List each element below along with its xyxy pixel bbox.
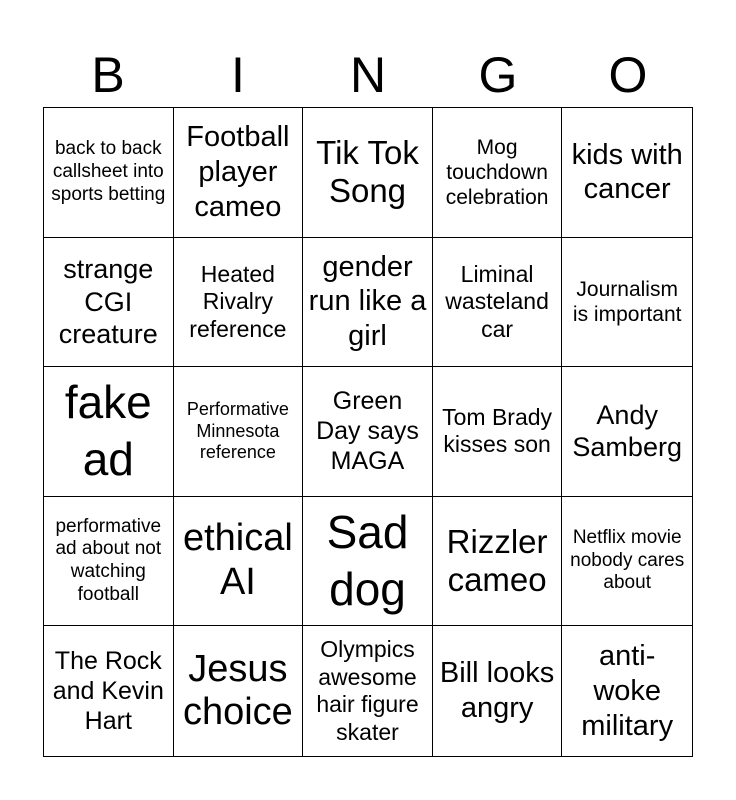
bingo-cell[interactable]: Sad dog [303, 497, 433, 627]
bingo-cell[interactable]: Green Day says MAGA [303, 367, 433, 497]
bingo-cell[interactable]: Jesus choice [174, 626, 304, 756]
bingo-cell[interactable]: performative ad about not watching football [44, 497, 174, 627]
bingo-cell[interactable]: kids with cancer [562, 108, 692, 238]
bingo-cell[interactable]: Football player cameo [174, 108, 304, 238]
bingo-cell[interactable]: Heated Rivalry reference [174, 238, 304, 368]
bingo-grid [43, 107, 693, 757]
bingo-cell[interactable]: ethical AI [174, 497, 304, 627]
bingo-cell[interactable]: Tom Brady kisses son [433, 367, 563, 497]
bingo-cell[interactable]: Bill looks angry [433, 626, 563, 756]
bingo-cell[interactable]: Netflix movie nobody cares about [562, 497, 692, 627]
bingo-cell[interactable]: The Rock and Kevin Hart [44, 626, 174, 756]
bingo-cell[interactable]: back to back callsheet into sports betting [44, 108, 174, 238]
bingo-cell[interactable]: Mog touchdown celebration [433, 108, 563, 238]
bingo-cell[interactable]: Andy Samberg [562, 367, 692, 497]
header-letter-b: B [91, 47, 125, 103]
bingo-header [43, 44, 693, 106]
bingo-cell[interactable]: Olympics awesome hair figure skater [303, 626, 433, 756]
bingo-cell[interactable]: Rizzler cameo [433, 497, 563, 627]
bingo-cell[interactable]: anti-woke military [581, 640, 674, 742]
bingo-cell[interactable]: gender run like a girl [303, 238, 433, 368]
bingo-cell[interactable]: strange CGI creature [44, 238, 174, 368]
bingo-cell[interactable]: Tik Tok Song [303, 108, 433, 238]
header-letter-n: N [349, 47, 387, 103]
bingo-cell[interactable]: Performative Minnesota reference [174, 367, 304, 497]
bingo-cell[interactable]: Journalism is important [562, 238, 692, 368]
bingo-cell[interactable]: fake ad [44, 367, 174, 497]
header-letter-i: I [231, 47, 245, 103]
header-letter-o: O [608, 47, 648, 103]
bingo-cell[interactable]: Liminal wasteland car [433, 238, 563, 368]
header-letter-g: G [478, 47, 518, 103]
